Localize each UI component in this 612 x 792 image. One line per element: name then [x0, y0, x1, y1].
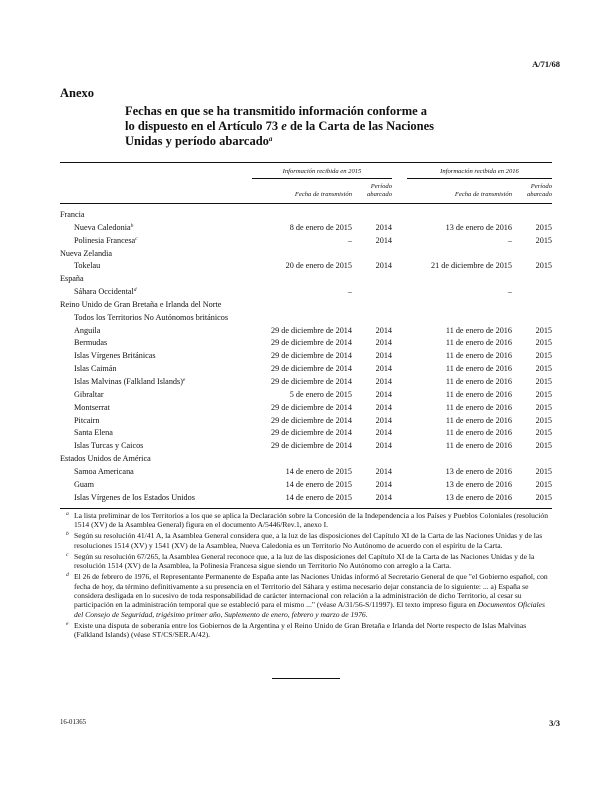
footnote-marker: e	[66, 620, 69, 627]
period-covered: 2015	[535, 402, 552, 412]
transmission-date: 14 de enero de 2015	[285, 466, 352, 476]
period-covered	[512, 312, 552, 325]
table-row	[60, 402, 552, 415]
group-header-2015: Información recibida en 2015	[252, 163, 392, 179]
transmission-date: 13 de enero de 2016	[445, 222, 512, 232]
table-row	[60, 427, 552, 440]
territory-name: Anguila	[74, 325, 101, 335]
transmission-date: –	[347, 235, 352, 245]
transmission-date: 29 de diciembre de 2014	[271, 415, 352, 425]
territory-name: Todos los Territorios No Autónomos británicos	[74, 312, 229, 322]
transmission-date: 8 de enero de 2015	[289, 222, 352, 232]
territory-name: Estados Unidos de América	[60, 454, 151, 464]
transmission-date: 29 de diciembre de 2014	[271, 428, 352, 438]
period-covered: 2015	[535, 466, 552, 476]
period-covered: 2015	[535, 415, 552, 425]
table-row	[60, 337, 552, 350]
transmission-date: 14 de enero de 2015	[285, 492, 352, 502]
transmission-date: –	[507, 287, 512, 297]
table-row	[60, 350, 552, 363]
table-row	[60, 273, 552, 286]
annex-heading: Anexo	[60, 86, 95, 100]
territory-name: Islas Vírgenes de los Estados Unidos	[74, 492, 195, 502]
territory-name: Polinesia Francesa$^c$	[74, 235, 138, 245]
period-covered: 2015	[535, 376, 552, 386]
period-covered: 2015	[535, 351, 552, 361]
transmission-date: 11 de enero de 2016	[445, 389, 512, 399]
period-covered	[352, 312, 392, 325]
territory-name: Islas Vírgenes Británicas	[74, 351, 156, 361]
footnote: b Según su resolución 41/41 A, la Asamblea General considera que, a la luz de las disposiciones del Capítulo XI de la Carta de las Naciones Unidas y de las resoluciones 1514 (XV) y 1541 (XV) de la Asamblea, Nueva Caledonia es un Territorio No Autónomo de acuerdo con el espíritu de la Carta.	[66, 531, 543, 550]
footnotes	[60, 511, 552, 641]
page-number: 3/3	[549, 718, 560, 728]
document-symbol: A/71/68	[532, 59, 560, 69]
period-covered: 2015	[535, 338, 552, 348]
group-header-2016: Información recibida en 2016	[407, 163, 552, 179]
transmission-date	[407, 273, 512, 286]
transmission-date: 29 de diciembre de 2014	[271, 364, 352, 374]
table-row	[60, 204, 552, 222]
transmission-date: 14 de enero de 2015	[285, 479, 352, 489]
footnote: a La lista preliminar de los Territorios a los que se aplica la Declaración sobre la Concesión de la Independencia a los Países y Pueblos Coloniales (resolución 1514 (XV) de la Asamblea General) figura en el documento A/5446/Rev.1, anexo I.	[66, 511, 549, 530]
col-periodo-2015: Período abarcado	[366, 183, 392, 198]
transmission-date	[407, 204, 512, 222]
period-covered: 2015	[535, 222, 552, 232]
period-covered: 2015	[535, 479, 552, 489]
title-footnote-mark: a	[268, 135, 273, 143]
table-row	[60, 376, 552, 389]
footnote: c Según su resolución 67/265, la Asamblea General reconoce que, a la luz de las disposiciones del Capítulo XI de la Carta de las Naciones Unidas y de la resolución 1514 (XV) de la Asamblea, la Polinesia Francesa sigue siendo un Territorio No Autónomo con arreglo a la Carta.	[66, 551, 535, 571]
table-row	[60, 466, 552, 479]
period-covered	[512, 453, 552, 466]
transmission-date: 11 de enero de 2016	[445, 402, 512, 412]
transmission-date: 11 de enero de 2016	[445, 325, 512, 335]
period-covered: 2015	[535, 325, 552, 335]
period-covered: 2014	[375, 428, 392, 438]
territory-name: Bermudas	[74, 338, 108, 348]
territory-name: Gibraltar	[74, 389, 104, 399]
transmission-date: 11 de enero de 2016	[445, 364, 512, 374]
footnote-marker: a	[66, 511, 69, 517]
period-covered: 2014	[375, 492, 392, 502]
period-covered	[352, 286, 392, 299]
period-covered: 2015	[535, 441, 552, 451]
table-row	[60, 440, 552, 453]
period-covered: 2014	[375, 351, 392, 361]
territory-name: Samoa Americana	[74, 466, 134, 476]
period-covered: 2014	[375, 402, 392, 412]
period-covered: 2014	[375, 261, 392, 271]
title-line-3-text: Unidas y período abarcado	[125, 134, 269, 148]
transmission-date: 11 de enero de 2016	[445, 376, 512, 386]
territory-name: Nueva Caledonia$^b$	[74, 222, 134, 232]
period-covered	[512, 299, 552, 312]
period-covered	[352, 453, 392, 466]
table-row	[60, 299, 552, 312]
transmission-date	[407, 299, 512, 312]
territory-name: Tokelau	[74, 261, 101, 271]
period-covered	[512, 248, 552, 261]
table-row	[60, 453, 552, 466]
period-covered: 2015	[535, 261, 552, 271]
transmission-date: 21 de diciembre de 2015	[431, 261, 512, 271]
footnote-marker: d	[66, 572, 69, 579]
footnote-mark: c	[135, 235, 138, 242]
period-covered: 2015	[535, 389, 552, 399]
transmission-table	[60, 162, 552, 509]
period-covered	[352, 299, 392, 312]
transmission-date	[407, 312, 512, 325]
transmission-date	[252, 273, 352, 286]
territory-name: Santa Elena	[74, 428, 113, 438]
table-row	[60, 260, 552, 273]
period-covered	[512, 286, 552, 299]
col-fecha-2016: Fecha de transmisión	[454, 191, 512, 198]
header-blank	[60, 163, 252, 179]
transmission-date	[252, 453, 352, 466]
territory-name: Guam	[74, 479, 95, 489]
table-row	[60, 363, 552, 376]
col-fecha-2015: Fecha de transmisión	[294, 191, 352, 198]
transmission-date	[407, 453, 512, 466]
transmission-date: 29 de diciembre de 2014	[271, 351, 352, 361]
territory-name: Francia	[60, 210, 85, 219]
table-row	[60, 312, 552, 325]
period-covered: 2014	[375, 466, 392, 476]
table-row	[60, 222, 552, 235]
title-line-2: lo dispuesto en el Artículo 73 e de la Carta de las Naciones	[125, 119, 435, 133]
page-title	[125, 104, 525, 149]
footnote-mark: e	[182, 376, 186, 383]
transmission-date: 13 de enero de 2016	[445, 466, 512, 476]
col-periodo-2016: Período abarcado	[526, 183, 552, 198]
period-covered: 2015	[535, 492, 552, 502]
transmission-date	[252, 312, 352, 325]
transmission-date: 20 de enero de 2015	[285, 261, 352, 271]
period-covered: 2014	[375, 338, 392, 348]
transmission-date: 11 de enero de 2016	[445, 415, 512, 425]
footer-rule	[272, 678, 340, 679]
period-covered: 2014	[375, 376, 392, 386]
transmission-date: 29 de diciembre de 2014	[271, 376, 352, 386]
period-covered: 2014	[375, 222, 392, 232]
table-bottom-rule	[60, 504, 552, 509]
footnote-marker: c	[66, 551, 69, 558]
period-covered: 2014	[375, 415, 392, 425]
transmission-date: –	[347, 287, 352, 297]
transmission-date: 29 de diciembre de 2014	[271, 441, 352, 451]
table-row	[60, 479, 552, 492]
transmission-date: 11 de enero de 2016	[445, 338, 512, 348]
footnote-mark: d	[133, 287, 137, 294]
table-row	[60, 286, 552, 299]
territory-name: Islas Malvinas (Falkland Islands)$^e$	[74, 376, 186, 386]
territory-name: España	[60, 274, 84, 284]
footnote-marker: b	[66, 531, 69, 538]
period-covered	[352, 248, 392, 261]
footnote-mark: b	[130, 222, 134, 229]
period-covered: 2015	[535, 428, 552, 438]
table-row	[60, 325, 552, 338]
period-covered: 2014	[375, 235, 392, 245]
transmission-date: 13 de enero de 2016	[445, 479, 512, 489]
transmission-date: 29 de diciembre de 2014	[271, 402, 352, 412]
table-row	[60, 235, 552, 248]
title-line-1: Fechas en que se ha transmitido información conforme a	[125, 104, 428, 118]
title-line-3	[125, 134, 525, 149]
period-covered: 2015	[535, 235, 552, 245]
table-row	[60, 492, 552, 505]
transmission-date: 29 de diciembre de 2014	[271, 338, 352, 348]
transmission-date: 11 de enero de 2016	[445, 428, 512, 438]
footnote: e Existe una disputa de soberanía entre los Gobiernos de la Argentina y el Reino Unido de Gran Bretaña e Irlanda del Norte respecto de Islas Malvinas (Falkland Islands) (véase ST/CS/SER.A/42).	[66, 620, 527, 640]
table-row	[60, 389, 552, 402]
table-row	[60, 415, 552, 428]
period-covered: 2014	[375, 479, 392, 489]
footnote: d El 26 de febrero de 1976, el Representante Permanente de España ante las Naciones Unidas informó al Secretario General de que "el Gobierno español, con fecha de hoy, da término definitivamente a su presencia en el Territorio del Sáhara y estima necesario dejar constancia de lo siguiente: ... a) España se considera desligada en lo sucesivo de toda responsabilidad de carácter internacional con relación a la administración de dicho Territorio, al cesar su participación en la administración temporal que se estableció para el mismo ..." (véase A/31/56-S/11997). El texto impreso figura en Documentos Oficiales del Consejo de Seguridad, trigésimo primer año, Suplemento de enero, febrero y marzo de 1976.	[66, 572, 548, 619]
period-covered: 2014	[375, 441, 392, 451]
transmission-date	[407, 248, 512, 261]
territory-name: Sáhara Occidental$^d$	[74, 287, 137, 297]
period-covered: 2014	[375, 364, 392, 374]
territory-name: Reino Unido de Gran Bretaña e Irlanda del Norte	[60, 299, 222, 309]
transmission-date: 11 de enero de 2016	[445, 351, 512, 361]
territory-name: Pitcairn	[74, 415, 100, 425]
doc-number: 16-01365	[60, 719, 87, 726]
transmission-date: 13 de enero de 2016	[445, 492, 512, 502]
transmission-date	[252, 299, 352, 312]
territory-name: Nueva Zelandia	[60, 248, 113, 258]
transmission-date	[252, 248, 352, 261]
period-covered	[512, 273, 552, 286]
header-gap	[392, 163, 407, 179]
transmission-date: –	[507, 235, 512, 245]
transmission-date	[252, 204, 352, 222]
period-covered	[512, 204, 552, 222]
period-covered: 2014	[375, 325, 392, 335]
period-covered: 2014	[375, 389, 392, 399]
territory-name: Montserrat	[74, 402, 110, 412]
territory-name: Islas Caimán	[74, 364, 117, 374]
transmission-date: 29 de diciembre de 2014	[271, 325, 352, 335]
table-row	[60, 248, 552, 261]
period-covered	[352, 273, 392, 286]
transmission-date: 11 de enero de 2016	[445, 441, 512, 451]
period-covered: 2015	[535, 364, 552, 374]
transmission-date: 5 de enero de 2015	[289, 389, 352, 399]
territory-name: Islas Turcas y Caicos	[74, 441, 144, 451]
period-covered	[352, 204, 392, 222]
